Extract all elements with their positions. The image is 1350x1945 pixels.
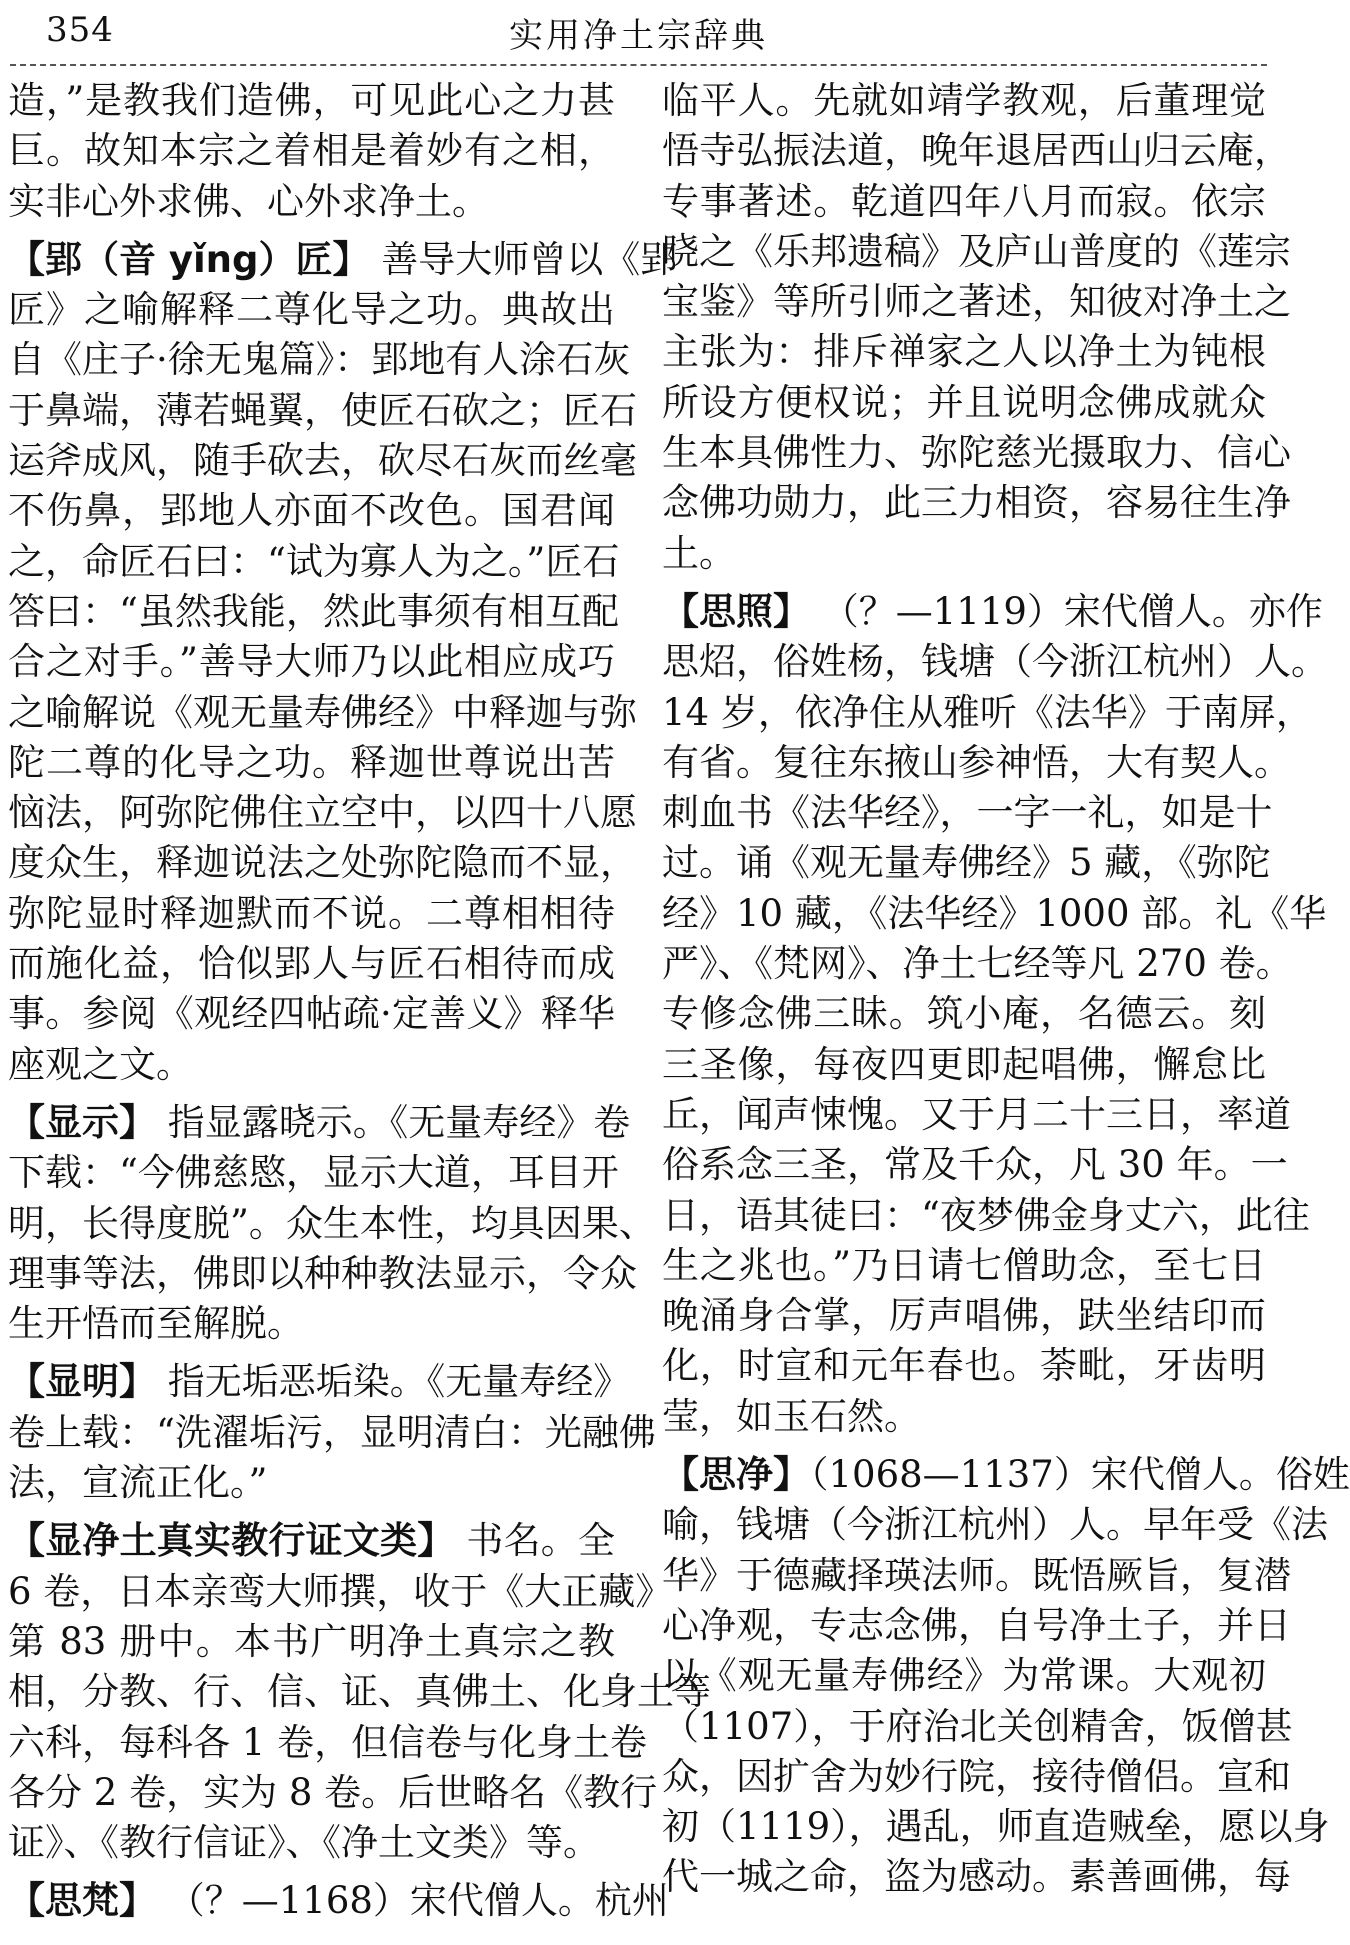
text-line [662, 76, 1266, 126]
line-text: 巨。故知本宗之着相是着妙有之相， [8, 129, 615, 173]
right-column [662, 76, 1350, 1936]
line-text: 土。 [662, 531, 736, 575]
line-text: 而施化益，恰似郢人与匠石相待而成 [8, 942, 615, 986]
line-text: 法，宣流正化。” [8, 1461, 268, 1505]
line-text: 严》、《梵网》、净土七经等凡 270 卷。 [662, 942, 1293, 986]
line-text: （？—1119）宋代僧人。亦作 [810, 589, 1323, 633]
text-line [662, 1241, 1266, 1291]
line-text: 晚涌身合掌，厉声唱佛，趺坐结印而 [662, 1294, 1266, 1338]
text-line [8, 285, 615, 335]
text-line [8, 335, 631, 385]
text-line [8, 177, 615, 227]
line-text: 匠》之喻解释二尊化导之功。典故出 [8, 288, 615, 332]
text-line [8, 1040, 615, 1090]
line-text: 临平人。先就如靖学教观，后董理觉 [662, 79, 1266, 122]
line-text: 有省。复往东掖山参神悟，大有契人。 [662, 740, 1291, 784]
line-text: 实非心外求佛、心外求净土。 [8, 179, 489, 223]
line-text: 悟寺弘振法道，晚年退居西山归云庵， [662, 129, 1291, 173]
text-line [662, 1500, 1328, 1550]
text-line [662, 428, 1291, 478]
text-line [8, 637, 615, 687]
text-line [662, 1852, 1291, 1902]
line-text: 相，分教、行、信、证、真佛土、化身土等 [8, 1670, 711, 1714]
line-text: 所设方便权说；并且说明念佛成就众 [662, 380, 1266, 424]
text-line [8, 788, 637, 838]
line-text: 俗系念三圣，常及千众，凡 30 年。一 [662, 1143, 1288, 1187]
line-text: （？—1168）宋代僧人。杭州 [156, 1879, 669, 1923]
text-line [8, 486, 615, 536]
text-line [8, 436, 637, 486]
line-text: 书名。全 [454, 1519, 616, 1563]
text-line [8, 1818, 615, 1868]
text-line [8, 1249, 637, 1299]
line-text: 运斧成风，随手砍去，砍尽石灰而丝毫 [8, 439, 637, 483]
text-line [662, 1601, 1291, 1651]
line-text: 事。参阅《观经四帖疏·定善义》释华 [8, 992, 615, 1036]
entry-first-line [8, 1516, 615, 1566]
text-line [8, 1617, 615, 1667]
text-line [662, 177, 1266, 227]
line-text: 6 卷，日本亲鸾大师撰，收于《大正藏》 [8, 1569, 673, 1613]
entry-first-line [8, 1876, 669, 1926]
line-text: 自《庄子·徐无鬼篇》：郢地有人涂石灰 [8, 338, 631, 382]
text-line [662, 688, 1313, 738]
entry-headword: 【显净土真实教行证文类】 [8, 1519, 455, 1563]
line-text: 华》于德藏择瑛法师。既悟厥旨，复潜 [662, 1553, 1291, 1597]
text-line [662, 788, 1273, 838]
entry-first-line [8, 1357, 631, 1407]
line-text: 念佛功勋力，此三力相资，容易往生净 [662, 481, 1291, 525]
line-text: 之，命匠石曰：“试为寡人为之。”匠石 [8, 539, 620, 583]
line-text: 日，语其徒曰：“夜梦佛金身丈六，此往 [662, 1193, 1310, 1237]
line-text: 刺血书《法华经》，一字一礼，如是十 [662, 791, 1273, 835]
line-text: 证》、《教行信证》、《净土文类》等。 [8, 1821, 600, 1865]
text-line [662, 277, 1291, 327]
line-text: 丘，闻声悚愧。又于月二十三日，率道 [662, 1092, 1291, 1136]
text-line [8, 1567, 673, 1617]
line-text: 晓之《乐邦遗稿》及庐山普度的《莲宗 [662, 229, 1291, 273]
line-text: 众，因扩舍为妙行院，接待僧侣。宣和 [662, 1754, 1291, 1798]
text-line [8, 1768, 658, 1818]
text-line [8, 1199, 656, 1249]
text-line [662, 529, 1266, 579]
line-text: 度众生，释迦说法之处弥陀隐而不显， [8, 841, 637, 885]
line-text: 理事等法，佛即以种种教法显示，令众 [8, 1251, 637, 1295]
line-text: 心净观，专志念佛，自号净土子，并日 [662, 1603, 1291, 1647]
text-line [662, 1341, 1266, 1391]
text-line [662, 1551, 1291, 1601]
entry-headword: 【思梵】 [8, 1879, 156, 1923]
line-text: 以《观无量寿佛经》为常课。大观初 [662, 1654, 1266, 1698]
line-text: （1107），于府治北关创精舍，饭僧甚 [662, 1704, 1293, 1748]
line-text: 莹，如玉石然。 [662, 1394, 921, 1438]
line-text: 思炤，俗姓杨，钱塘（今浙江杭州）人。 [662, 640, 1328, 684]
line-text: 各分 2 卷，实为 8 卷。后世略名《教行 [8, 1770, 658, 1814]
text-line [662, 1702, 1293, 1752]
line-text: 过。诵《观无量寿佛经》5 藏，《弥陀 [662, 841, 1271, 885]
text-line [662, 838, 1271, 888]
line-text: 陀二尊的化导之功。释迦世尊说出苦 [8, 740, 615, 784]
text-line [662, 889, 1327, 939]
line-text: 合之对手。”善导大师乃以此相应成巧 [8, 640, 615, 684]
line-text: 卷上载：“洗濯垢污，显明清白：光融佛 [8, 1410, 656, 1454]
text-line [662, 939, 1293, 989]
entry-headword: 【显明】 [8, 1360, 156, 1404]
line-text: 喻，钱塘（今浙江杭州）人。早年受《法 [662, 1503, 1328, 1547]
page-header [0, 0, 1277, 70]
line-text: 生本具佛性力、弥陀慈光摄取力、信心 [662, 431, 1291, 475]
text-line [662, 1090, 1291, 1140]
text-line [662, 1140, 1288, 1190]
text-line [8, 989, 615, 1039]
line-text: 主张为：排斥禅家之人以净土为钝根 [662, 330, 1266, 374]
entry-first-line [662, 1450, 1350, 1500]
line-text: 生开悟而至解脱。 [8, 1302, 304, 1346]
text-line [8, 126, 615, 176]
text-line [8, 1458, 615, 1508]
text-line [8, 386, 637, 436]
line-text: 指无垢恶垢染。《无量寿经》 [156, 1360, 631, 1404]
text-line [662, 227, 1291, 277]
text-line [662, 1191, 1310, 1241]
entry-first-line [662, 587, 1323, 637]
text-line [8, 1718, 648, 1768]
text-line [662, 1802, 1330, 1852]
text-line [662, 738, 1291, 788]
line-text: 专事著述。乾道四年八月而寂。依宗 [662, 179, 1266, 223]
text-line [662, 1291, 1266, 1341]
line-text: 答曰：“虽然我能，然此事须有相互配 [8, 589, 619, 633]
running-title: 实用净土宗辞典 [509, 16, 768, 56]
line-text: 明，长得度脱”。众生本性，均具因果、 [8, 1201, 656, 1245]
text-line [662, 478, 1291, 528]
line-text: 善导大师曾以《郢 [369, 237, 678, 281]
page-number: 354 [46, 10, 114, 50]
line-text: 恼法，阿弥陀佛住立空中，以四十八愿 [8, 791, 637, 835]
text-line [662, 1040, 1266, 1090]
line-text: 不伤鼻，郢地人亦面不改色。国君闻 [8, 489, 615, 533]
text-line [662, 126, 1291, 176]
left-column [8, 76, 711, 1936]
text-line [8, 1667, 711, 1717]
line-text: 代一城之命，盗为感动。素善画佛，每 [662, 1855, 1291, 1899]
line-text: 之喻解说《观无量寿佛经》中释迦与弥 [8, 690, 637, 734]
line-text: 指显露晓示。《无量寿经》卷 [156, 1100, 631, 1144]
text-line [8, 939, 615, 989]
line-text: 座观之文。 [8, 1042, 193, 1086]
text-line [662, 637, 1328, 687]
line-text: 弥陀显时释迦默而不说。二尊相相待 [8, 891, 615, 935]
line-text: 专修念佛三昧。筑小庵，名德云。刻 [662, 992, 1266, 1036]
line-text: 六科，每科各 1 卷，但信卷与化身土卷 [8, 1720, 648, 1764]
text-line [662, 378, 1266, 428]
header-divider [10, 64, 1267, 66]
text-line [8, 1408, 656, 1458]
line-text: 第 83 册中。本书广明净土真宗之教 [8, 1619, 615, 1663]
line-text: 下载：“今佛慈愍，显示大道，耳目开 [8, 1151, 619, 1195]
text-line [662, 1752, 1291, 1802]
text-line [8, 1148, 619, 1198]
text-line [8, 838, 637, 888]
line-text: 经》10 藏，《法华经》1000 部。礼《华 [662, 891, 1327, 935]
text-line [8, 587, 619, 637]
text-line [662, 1651, 1266, 1701]
text-line [8, 76, 615, 126]
text-line [8, 889, 615, 939]
line-text: （1068—1137）宋代僧人。俗姓 [810, 1453, 1350, 1497]
entry-first-line [8, 1098, 631, 1148]
line-text: 化，时宣和元年春也。荼毗，牙齿明 [662, 1344, 1266, 1388]
text-line [662, 327, 1266, 377]
entry-headword: 【显示】 [8, 1100, 156, 1144]
line-text: 三圣像，每夜四更即起唱佛，懈怠比 [662, 1042, 1266, 1086]
entry-headword: 【思照】 [662, 589, 810, 633]
line-text: 初（1119），遇乱，师直造贼垒，愿以身 [662, 1805, 1330, 1849]
text-line [662, 989, 1266, 1039]
text-line [8, 1299, 615, 1349]
line-text: 生之兆也。”乃日请七僧助念，至七日 [662, 1243, 1266, 1287]
line-text: 造，”是教我们造佛，可见此心之力甚 [8, 79, 615, 122]
text-line [662, 1392, 1266, 1442]
line-text: 于鼻端，薄若蝇翼，使匠石砍之；匠石 [8, 388, 637, 432]
text-line [8, 738, 615, 788]
text-line [8, 688, 637, 738]
text-line [8, 537, 620, 587]
line-text: 14 岁，依净住从雅听《法华》于南屏， [662, 690, 1313, 734]
line-text: 宝鉴》等所引师之著述，知彼对净土之 [662, 280, 1291, 324]
entry-headword: 【思净】 [662, 1453, 810, 1497]
entry-headword: 【郢（音 yǐng）匠】 [8, 237, 370, 281]
entry-first-line [8, 235, 678, 285]
